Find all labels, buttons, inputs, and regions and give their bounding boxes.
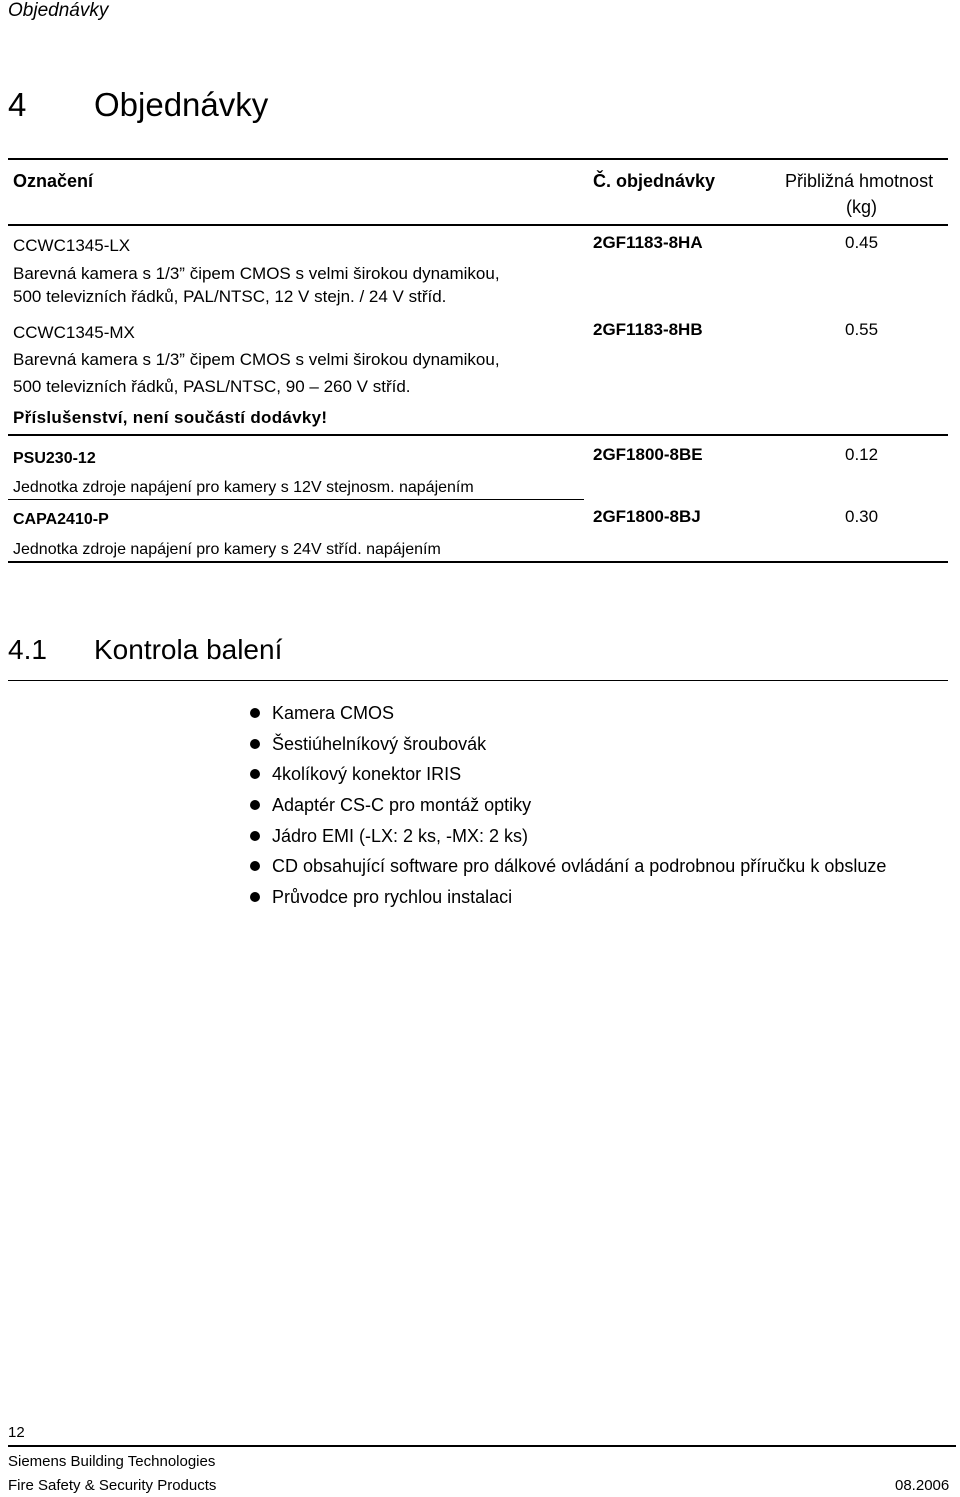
product-desc-mx-line2: 500 televizních řádků, PASL/NTSC, 90 – 260 V stříd. bbox=[13, 377, 411, 396]
chapter-number: 4 bbox=[8, 86, 27, 123]
section-rule bbox=[8, 680, 948, 681]
list-item bbox=[250, 759, 886, 790]
list-item bbox=[250, 851, 886, 882]
product-desc-lx-line1: Barevná kamera s 1/3” čipem CMOS s velmi širokou dynamikou, bbox=[13, 264, 500, 283]
header-order-no: Č. objednávky bbox=[593, 171, 716, 191]
product-name-lx: CCWC1345-LX bbox=[13, 236, 131, 255]
page-number: 12 bbox=[8, 1424, 25, 1441]
bullet-icon bbox=[250, 892, 260, 902]
list-item-label: Adaptér CS-C pro montáž optiky bbox=[272, 795, 532, 816]
accessory-name-capa: CAPA2410-P bbox=[13, 511, 109, 528]
list-item-label: 4kolíkový konektor IRIS bbox=[272, 764, 462, 785]
list-item bbox=[250, 882, 886, 913]
weight-mx: 0.55 bbox=[845, 320, 879, 339]
product-desc-lx-line2: 500 televizních řádků, PAL/NTSC, 12 V stejn. / 24 V stříd. bbox=[13, 287, 447, 306]
chapter-rule bbox=[8, 158, 948, 160]
section-number: 4.1 bbox=[8, 634, 47, 665]
section-title: Kontrola balení bbox=[94, 634, 283, 665]
weight-lx: 0.45 bbox=[845, 233, 879, 252]
bullet-icon bbox=[250, 800, 260, 810]
order-code-mx: 2GF1183-8HB bbox=[593, 320, 703, 339]
footer-division: Fire Safety & Security Products bbox=[8, 1477, 217, 1494]
header-weight-line1: Přibližná hmotnost bbox=[785, 171, 934, 191]
accessory-desc-capa: Jednotka zdroje napájení pro kamery s 24V stříd. napájením bbox=[13, 541, 441, 558]
package-contents-list bbox=[250, 698, 886, 912]
header-weight-line2: (kg) bbox=[846, 197, 877, 217]
list-item bbox=[250, 729, 886, 760]
accessories-rule bbox=[8, 434, 948, 436]
header-designation: Označení bbox=[13, 171, 94, 191]
bullet-icon bbox=[250, 861, 260, 871]
accessories-label: Příslušenství, není součástí dodávky! bbox=[13, 408, 328, 427]
list-item-label: CD obsahující software pro dálkové ovládání a podrobnou příručku k obsluze bbox=[272, 856, 887, 877]
list-item bbox=[250, 790, 886, 821]
product-desc-mx-line1: Barevná kamera s 1/3” čipem CMOS s velmi širokou dynamikou, bbox=[13, 350, 500, 369]
running-header: Objednávky bbox=[8, 0, 109, 21]
table-header-rule bbox=[8, 224, 948, 226]
bullet-icon bbox=[250, 831, 260, 841]
bullet-icon bbox=[250, 739, 260, 749]
bullet-icon bbox=[250, 769, 260, 779]
product-name-mx: CCWC1345-MX bbox=[13, 323, 135, 342]
accessory-name-psu: PSU230-12 bbox=[13, 450, 96, 467]
bullet-icon bbox=[250, 708, 260, 718]
footer-company: Siemens Building Technologies bbox=[8, 1453, 216, 1470]
accessory-code-psu: 2GF1800-8BE bbox=[593, 445, 703, 464]
list-item-label: Jádro EMI (-LX: 2 ks, -MX: 2 ks) bbox=[272, 825, 529, 846]
accessory-desc-psu: Jednotka zdroje napájení pro kamery s 12V stejnosm. napájením bbox=[13, 479, 474, 496]
accessory-code-capa: 2GF1800-8BJ bbox=[593, 507, 701, 526]
footer-rule bbox=[8, 1445, 956, 1447]
list-item-label: Šestiúhelníkový šroubovák bbox=[272, 733, 487, 754]
footer-date: 08.2006 bbox=[895, 1477, 950, 1494]
list-item bbox=[250, 820, 886, 851]
list-item-label: Průvodce pro rychlou instalaci bbox=[272, 886, 513, 907]
chapter-title: Objednávky bbox=[94, 86, 269, 123]
accessory-weight-psu: 0.12 bbox=[845, 445, 879, 464]
list-item bbox=[250, 698, 886, 729]
order-code-lx: 2GF1183-8HA bbox=[593, 233, 703, 252]
accessory-weight-capa: 0.30 bbox=[845, 507, 879, 526]
table-bottom-rule bbox=[8, 561, 948, 563]
accessory-rule-1 bbox=[8, 499, 584, 500]
list-item-label: Kamera CMOS bbox=[272, 703, 395, 724]
